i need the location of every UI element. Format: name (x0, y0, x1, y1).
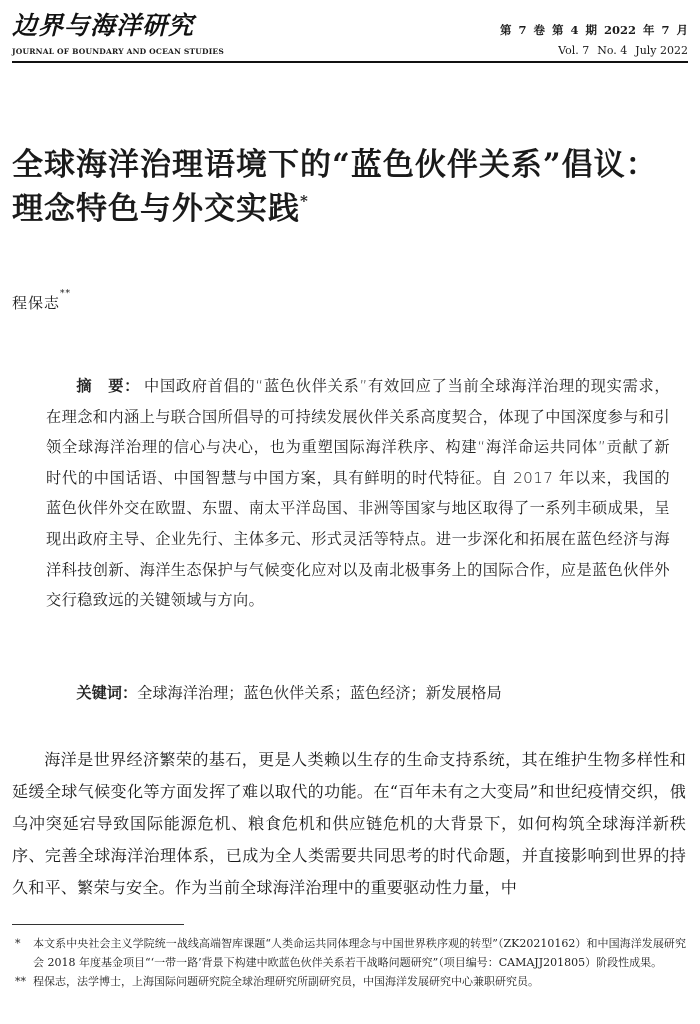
volume-en: Vol. 7 (558, 44, 590, 57)
title-footnote-mark: * (300, 192, 309, 210)
footnote (12, 972, 686, 991)
footnote-text: 程保志，法学博士，上海国际问题研究院全球治理研究所副研究员，中国海洋发展研究中心兼职研究员。 (33, 975, 539, 988)
footnote-rule (12, 924, 184, 925)
footnote-mark: * (15, 937, 21, 950)
abstract (46, 371, 670, 616)
footnote (12, 934, 686, 972)
abstract-text: 中国政府首倡的“蓝色伙伴关系”有效回应了当前全球海洋治理的现实需求，在理念和内涵上与联合国所倡导的可持续发展伙伴关系高度契合，体现了中国深度参与和引领全球海洋治理的信心与决心，也为重塑国际海洋秩序、构建“海洋命运共同体”贡献了新时代的中国话语、中国智慧与中国方案，具有鲜明的时代特征。自 2017 年以来，我国的蓝色伙伴外交在欧盟、东盟、南太平洋岛国、非洲等国家与地区取得了一系列丰硕成果，呈现出政府主导、企业先行、主体多元、形式灵活等特点。进一步深化和拓展在蓝色经济与海洋科技创新、海洋生态保护与气候变化应对以及南北极事务上的国际合作，应是蓝色伙伴外交行稳致远的关键领域与方向。 (46, 377, 670, 610)
keywords-label: 关键词： (76, 684, 138, 702)
author-footnote-mark: ** (60, 289, 72, 299)
page-header (12, 4, 688, 58)
footnote-mark: ** (15, 975, 26, 988)
body-paragraph: 海洋是世界经济繁荣的基石，更是人类赖以生存的生命支持系统，其在维护生物多样性和延缓全球气候变化等方面发挥了难以取代的功能。在“百年未有之大变局”和世纪疫情交织，俄乌冲突延宕导致国际能源危机、粮食危机和供应链危机的大背景下，如何构筑全球海洋新秩序、完善全球海洋治理体系，已成为全人类需要共同思考的时代命题，并直接影响到世界的持久和平、繁荣与安全。作为当前全球海洋治理中的重要驱动性力量，中 (12, 750, 686, 897)
abstract-label: 摘 要： (76, 377, 141, 395)
keywords (46, 679, 670, 707)
article-title (12, 143, 686, 231)
header-rule (12, 61, 688, 63)
issue-info-en (550, 44, 688, 57)
keywords-text: 全球海洋治理；蓝色伙伴关系；蓝色经济；新发展格局 (137, 684, 502, 702)
number-en: No. 4 (597, 44, 628, 57)
issue-info-cn: 第 7 卷 第 4 期 2022 年 7 月 (499, 23, 688, 37)
journal-name-en: JOURNAL OF BOUNDARY AND OCEAN STUDIES (12, 47, 224, 56)
article-title-text: 全球海洋治理语境下的“蓝色伙伴关系”倡议：理念特色与外交实践 (12, 147, 658, 227)
journal-logo-cn: 边界与海洋研究 (12, 11, 195, 40)
author-name: 程保志 (12, 294, 61, 312)
author-line (12, 289, 72, 313)
footnotes (12, 934, 686, 991)
date-en: July 2022 (635, 44, 688, 57)
footnote-text: 本文系中央社会主义学院统一战线高端智库课题“人类命运共同体理念与中国世界秩序观的转型”（ZK20210162）和中国海洋发展研究会 2018 年度基金项目“‘一带一路’背景下构建中欧蓝色伙伴关系若干战略问题研究”（项目编号：CAMAJJ201805）阶段性成果。 (33, 937, 686, 969)
